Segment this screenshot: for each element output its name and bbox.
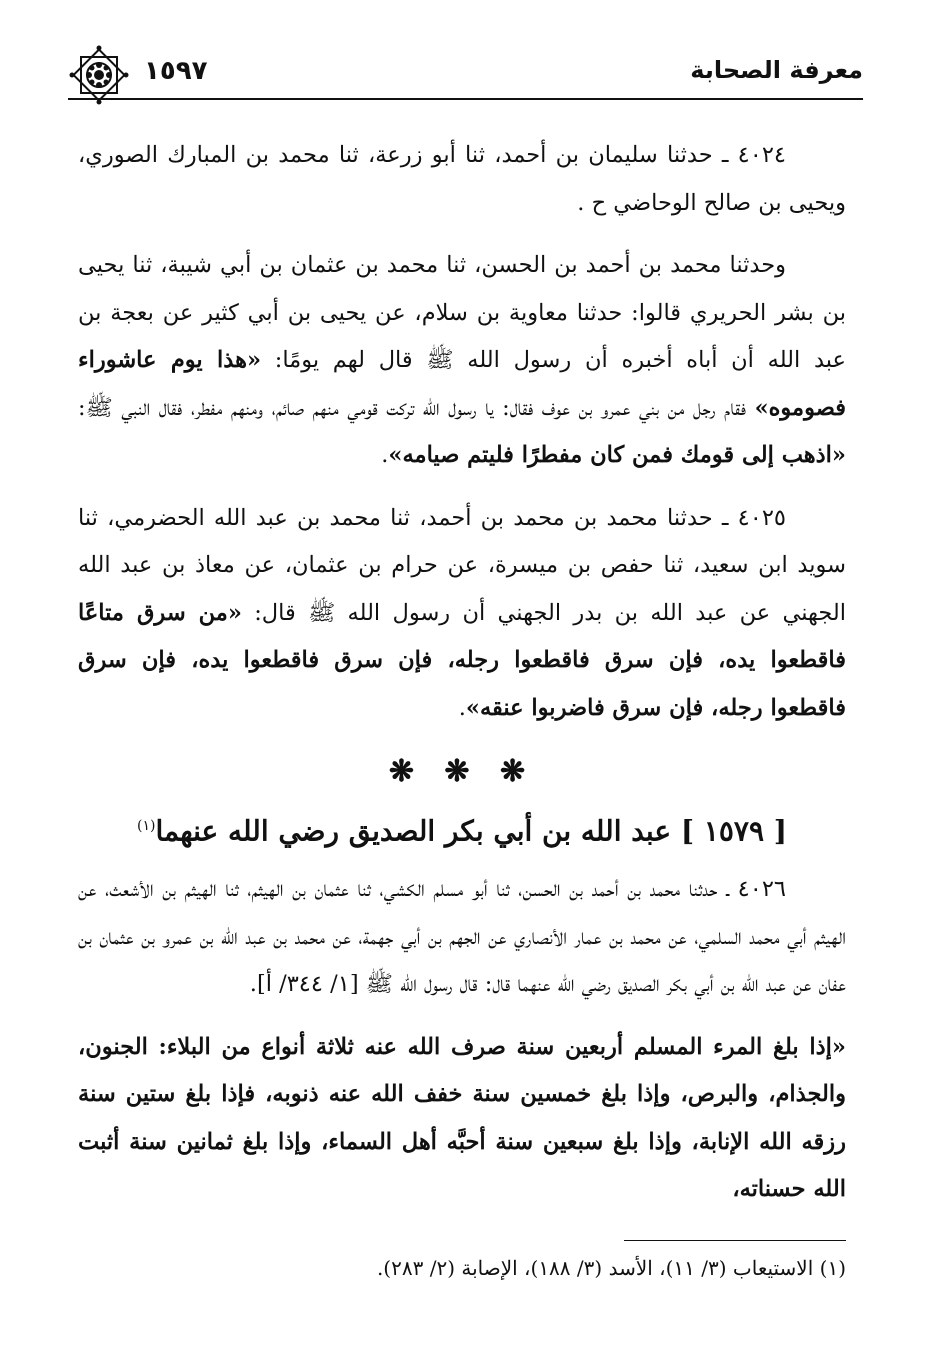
hadith-text: «من سرق متاعًا فاقطعوا يده، فإن سرق فاقطعوا رجله، فإن سرق فاقطعوا يده، فإن سرق فاقطعوا رجله، فإن سرق فاضربوا عنقه» xyxy=(78,599,846,721)
running-title: معرفة الصحابة xyxy=(690,56,863,84)
narration-text: ٤٠٢٤ ـ حدثنا سليمان بن أحمد، ثنا أبو زرعة، ثنا محمد بن المبارك الصوري، ويحيى بن صالح الوحاضي ح . xyxy=(78,142,846,216)
hadith-text: «هذا يوم عاشوراء فصوموه» xyxy=(78,347,846,421)
section-title xyxy=(78,797,846,860)
footnote-divider xyxy=(624,1240,846,1241)
narration-text: ٤٠٢٦ ـ حدثنا محمد بن أحمد بن الحسن، ثنا أبو مسلم الكشي، ثنا عثمان بن الهيثم، ثنا الهيثم بن الأشعث، عن الهيثم أبي محمد السلمي، عن محمد بن عمار الأنصاري عن الجهم بن أبي جهمة، عن محمد بن عبد الله بن عمرو بن عثمان بن عفان عن عبد الله بن أبي بكر الصديق رضي الله عنهما قال: قال رسول الله ﷺ [١/ ٣٤٤/ أ]. xyxy=(78,876,846,998)
page-number: ١٥٩٧ xyxy=(144,56,208,86)
narration-text: . xyxy=(381,442,389,468)
paragraph xyxy=(78,866,846,1009)
page-header xyxy=(68,48,863,100)
narration-text: وحدثنا محمد بن أحمد بن الحسن، ثنا محمد بن عثمان بن أبي شيبة، ثنا يحيى بن بشر الحريري قالوا: حدثنا معاوية بن سلام، عن يحيى بن أبي كثير عن بعجة بن عبد الله أن أباه أخبره أن رسول الله ﷺ قال لهم يومًا: xyxy=(78,252,846,373)
hadith-text: «اذهب إلى قومك فمن كان مفطرًا فليتم صيامه» xyxy=(388,442,846,468)
paragraph xyxy=(78,132,846,227)
narration-text: فقام رجل من بني عمرو بن عوف فقال: يا رسول الله تركت قومي منهم صائم، ومنهم مفطر، فقال النبي ﷺ: xyxy=(78,394,755,421)
narration-text: ٤٠٢٥ ـ حدثنا محمد بن محمد بن أحمد، ثنا محمد بن عبد الله الحضرمي، ثنا سويد ابن سعيد، ثنا حفص بن ميسرة، عن حرام بن عثمان، عن معاذ بن عبد الله الجهني عن عبد الله بن بدر الجهني أن رسول الله ﷺ قال: xyxy=(78,504,846,626)
main-text xyxy=(78,132,846,1229)
hadith-text: «إذا بلغ المرء المسلم أربعين سنة صرف الله عنه ثلاثة أنواع من البلاء: الجنون، والجذام، والبرص، وإذا بلغ خمسين سنة خفف الله عنه ذنوبه، فإذا بلغ ستين سنة رزقه الله الإنابة، وإذا بلغ سبعين سنة أحبَّه أهل السماء، وإذا بلغ ثمانين سنة أثبت الله حسناته، xyxy=(78,1033,846,1203)
ornament-icon xyxy=(68,44,130,106)
paragraph xyxy=(78,495,846,733)
footnote: (١) الاستيعاب (٣/ ١١)، الأسد (٣/ ١٨٨)، الإصابة (٢/ ٢٨٣). xyxy=(376,1256,846,1280)
paragraph xyxy=(78,1024,846,1214)
narration-text: . xyxy=(458,694,466,721)
section-title-text: [ ١٥٧٩ ] عبد الله بن أبي بكر الصديق رضي الله عنهما xyxy=(155,814,787,848)
paragraph xyxy=(78,242,846,480)
footnote-marker: (١) xyxy=(137,818,156,834)
section-separator: ❋ ❋ ❋ xyxy=(388,754,536,789)
